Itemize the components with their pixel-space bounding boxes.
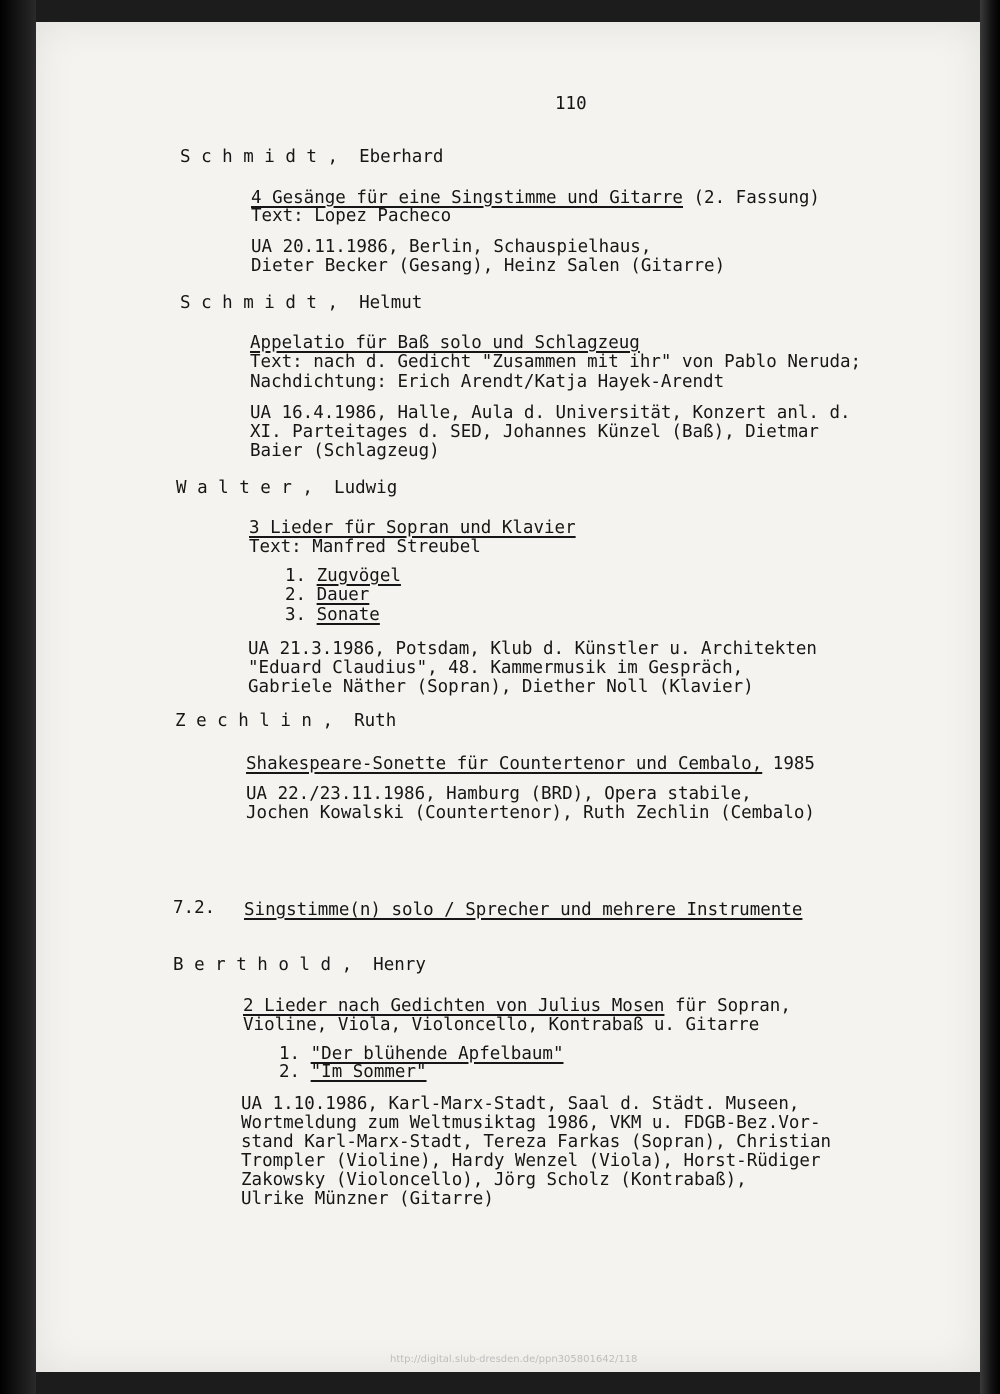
work-title-suffix: (2. Fassung) — [682, 188, 820, 208]
work-title-underlined: 3 Lieder für Sopran und Klavier — [249, 518, 576, 538]
premiere-line: UA 1.10.1986, Karl-Marx-Stadt, Saal d. Städt. Museen, — [241, 1094, 800, 1114]
song-number: 3. — [285, 605, 307, 625]
premiere-line: XI. Parteitages d. SED, Johannes Künzel (Baß), Dietmar — [250, 422, 819, 442]
premiere-line: Gabriele Näther (Sopran), Diether Noll (Klavier) — [248, 677, 754, 697]
premiere-line: Trompler (Violine), Hardy Wenzel (Viola), Horst-Rüdiger — [241, 1151, 821, 1171]
song-number: 2. — [285, 585, 307, 605]
composer-heading: B e r t h o l d , Henry — [173, 955, 426, 975]
song-item — [285, 586, 369, 606]
composer-heading: S c h m i d t , Eberhard — [180, 147, 444, 167]
premiere-line: stand Karl-Marx-Stadt, Tereza Farkas (Sopran), Christian — [241, 1132, 832, 1152]
premiere-line: UA 22./23.11.1986, Hamburg (BRD), Opera stabile, — [246, 784, 752, 804]
song-item — [285, 606, 380, 626]
premiere-line: UA 20.11.1986, Berlin, Schauspielhaus, — [251, 237, 652, 257]
song-title: Dauer — [316, 585, 370, 605]
premiere-line: Baier (Schlagzeug) — [250, 441, 440, 461]
text-credit: Text: nach d. Gedicht "Zusammen mit ihr" von Pablo Neruda; — [250, 352, 862, 372]
song-title: "Der blühende Apfelbaum" — [310, 1044, 564, 1064]
work-title-underlined: Shakespeare-Sonette für Countertenor und Cembalo, — [246, 754, 763, 774]
song-number: 2. — [279, 1062, 301, 1082]
text-credit: Text: Lopez Pacheco — [251, 206, 452, 226]
premiere-line: UA 21.3.1986, Potsdam, Klub d. Künstler u. Architekten — [248, 639, 817, 659]
work-title-underlined: 2 Lieder nach Gedichten von Julius Mosen — [243, 996, 665, 1016]
page-number: 110 — [555, 94, 587, 114]
premiere-line: "Eduard Claudius", 48. Kammermusik im Gespräch, — [248, 658, 744, 678]
section-title — [244, 901, 802, 921]
work-title — [250, 334, 640, 354]
song-title: Zugvögel — [316, 566, 401, 586]
text-credit: Text: Manfred Streubel — [249, 537, 481, 557]
source-url: http://digital.slub-dresden.de/ppn305801642/118 — [390, 1354, 638, 1365]
song-title: "Im Sommer" — [310, 1062, 427, 1082]
song-number: 1. — [279, 1044, 301, 1064]
work-title — [249, 519, 576, 539]
song-number: 1. — [285, 566, 307, 586]
song-item — [285, 567, 401, 587]
work-title-line2: Violine, Viola, Violoncello, Kontrabaß u. Gitarre — [243, 1015, 760, 1035]
premiere-line: UA 16.4.1986, Halle, Aula d. Universität, Konzert anl. d. — [250, 403, 851, 423]
premiere-line: Wortmeldung zum Weltmusiktag 1986, VKM u. FDGB-Bez.Vor- — [241, 1113, 821, 1133]
work-title-suffix: für Sopran, — [664, 996, 791, 1016]
work-title — [246, 755, 815, 775]
text-credit: Nachdichtung: Erich Arendt/Katja Hayek-Arendt — [250, 372, 725, 392]
composer-heading: S c h m i d t , Helmut — [180, 293, 423, 313]
work-title-underlined: 4 Gesänge für eine Singstimme und Gitarre — [251, 188, 683, 208]
song-item — [279, 1063, 427, 1083]
scan-right-edge — [980, 0, 1000, 1394]
section-number: 7.2. — [173, 898, 216, 918]
premiere-line: Ulrike Münzner (Gitarre) — [241, 1189, 494, 1209]
premiere-line: Dieter Becker (Gesang), Heinz Salen (Gitarre) — [251, 256, 726, 276]
premiere-line: Zakowsky (Violoncello), Jörg Scholz (Kontrabaß), — [241, 1170, 747, 1190]
composer-heading: Z e c h l i n , Ruth — [175, 711, 397, 731]
scan-left-edge — [0, 0, 36, 1394]
work-title-suffix: 1985 — [762, 754, 815, 774]
premiere-line: Jochen Kowalski (Countertenor), Ruth Zechlin (Cembalo) — [246, 803, 815, 823]
section-title-text: Singstimme(n) solo / Sprecher und mehrere Instrumente — [244, 900, 803, 920]
song-title: Sonate — [316, 605, 380, 625]
work-title — [243, 997, 791, 1017]
work-title-underlined: Appelatio für Baß solo und Schlagzeug — [250, 333, 640, 353]
composer-heading: W a l t e r , Ludwig — [176, 478, 398, 498]
